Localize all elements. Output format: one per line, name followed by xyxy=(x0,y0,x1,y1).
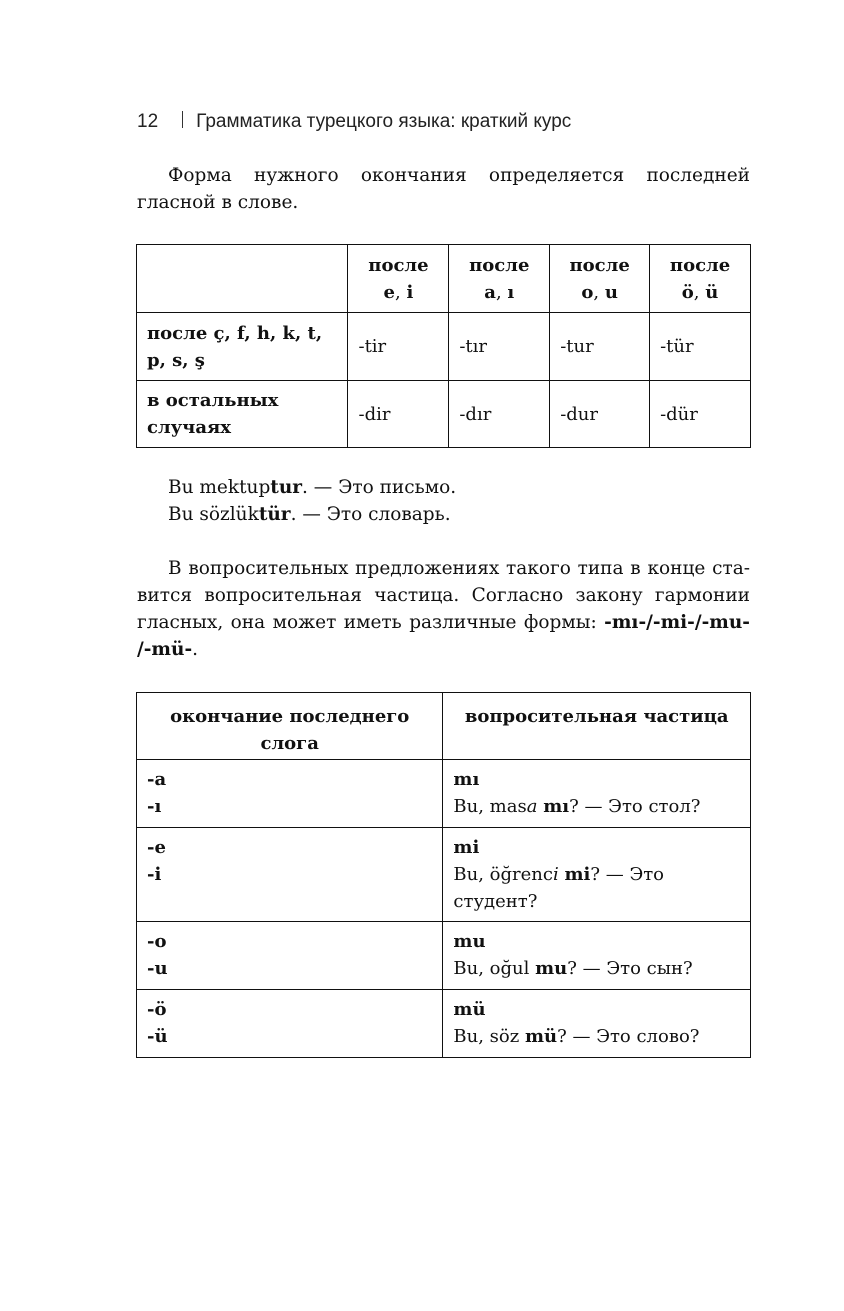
particle-cell: mı Bu, masa mı? — Это стол? xyxy=(443,760,751,828)
table-row xyxy=(137,760,751,828)
table-row xyxy=(137,381,751,448)
column-header-a-i: после a, ı xyxy=(449,245,550,313)
particle-cell: mu Bu, oğul mu? — Это сын? xyxy=(443,922,751,990)
table-cell: -tur xyxy=(550,313,650,381)
table-cell: -tür xyxy=(650,313,751,381)
table-row xyxy=(137,990,751,1058)
intro-line: Форма нужного окончания определяется последней xyxy=(168,165,750,186)
paragraph-line: вится вопросительная частица. Согласно закону гармонии xyxy=(137,585,750,606)
paragraph-line: /-mü-. xyxy=(137,639,199,660)
table-cell: -dur xyxy=(550,381,650,448)
table-corner-cell xyxy=(137,245,348,313)
table-cell: -tir xyxy=(348,313,449,381)
vowel-ending-cell: -ö -ü xyxy=(137,990,443,1058)
column-header-o-u-umlaut: после ö, ü xyxy=(650,245,751,313)
vowel-ending-cell: -e -i xyxy=(137,828,443,922)
row-header-voiceless: после ç, f, h, k, t, p, s, ş xyxy=(137,313,348,381)
table-cell: -dır xyxy=(449,381,550,448)
row-header-other: в остальных случаях xyxy=(137,381,348,448)
table-header-row xyxy=(137,245,751,313)
intro-line: гласной в слове. xyxy=(137,192,299,213)
question-particle-table xyxy=(136,692,751,1058)
header-divider xyxy=(182,111,183,128)
question-paragraph xyxy=(137,555,750,663)
example-sentence: Bu mektuptur. — Это письмо. xyxy=(168,477,457,498)
intro-paragraph xyxy=(137,162,750,216)
ending-form-table xyxy=(136,244,751,448)
page-number: 12 xyxy=(137,111,159,132)
running-title: Грамматика турецкого языка: краткий курс xyxy=(196,111,572,132)
table-header-row xyxy=(137,693,751,760)
paragraph-line: гласных, она может иметь различные формы: -mı-/-mi-/-mu- xyxy=(137,612,750,633)
column-header-o-u: после o, u xyxy=(550,245,650,313)
column-header-particle: вопросительная частица xyxy=(443,693,751,760)
table-row xyxy=(137,922,751,990)
table-cell: -tır xyxy=(449,313,550,381)
particle-cell: mi Bu, öğrenci mi? — Это студент? xyxy=(443,828,751,922)
vowel-ending-cell: -a -ı xyxy=(137,760,443,828)
table-cell: -dür xyxy=(650,381,751,448)
example-sentence: Bu sözlüktür. — Это словарь. xyxy=(168,504,451,525)
column-header-syllable-ending: окончание последнего слога xyxy=(137,693,443,760)
paragraph-line: В вопросительных предложениях такого типа в конце ста- xyxy=(168,558,750,579)
column-header-e-i: после e, i xyxy=(348,245,449,313)
table-row xyxy=(137,313,751,381)
running-header xyxy=(137,111,571,133)
particle-cell: mü Bu, söz mü? — Это слово? xyxy=(443,990,751,1058)
table-row xyxy=(137,828,751,922)
table-cell: -dir xyxy=(348,381,449,448)
vowel-ending-cell: -o -u xyxy=(137,922,443,990)
